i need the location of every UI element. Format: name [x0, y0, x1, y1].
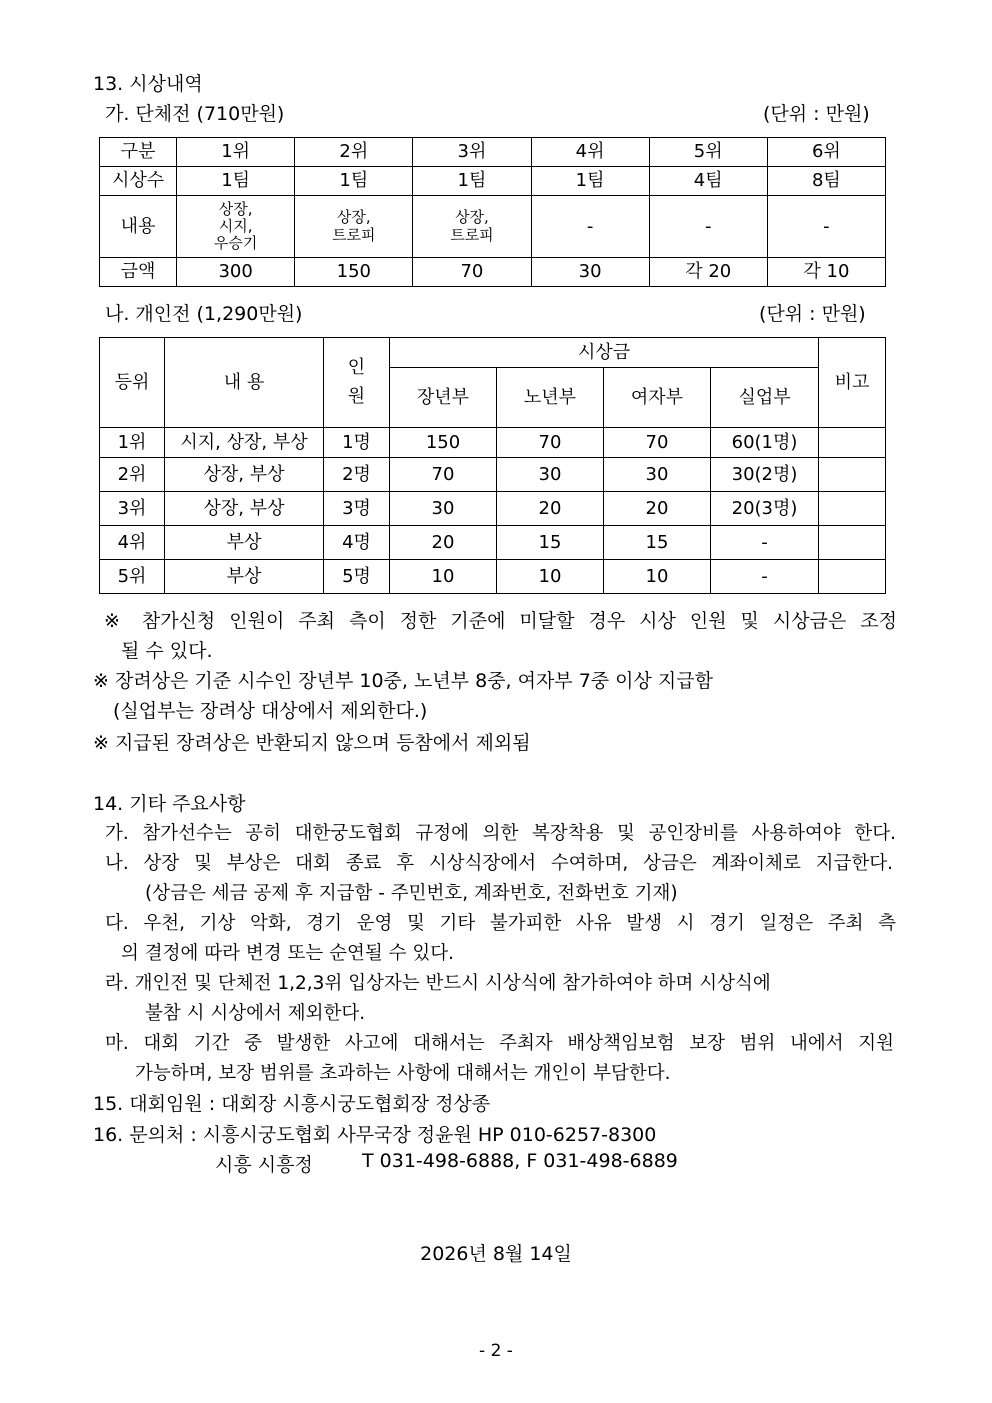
cell — [819, 560, 886, 594]
cell: 1팀 — [295, 167, 413, 196]
cell: 30 — [604, 458, 711, 492]
division-header: 실업부 — [711, 368, 819, 428]
table-row — [100, 526, 886, 560]
cell: 3위 — [100, 492, 165, 526]
cell: 150 — [390, 428, 497, 458]
cell: 150 — [295, 258, 413, 287]
table-row — [100, 258, 886, 287]
division-header: 여자부 — [604, 368, 711, 428]
note-line: ※ 지급된 장려상은 반환되지 않으며 등참에서 제외됨 — [93, 732, 531, 754]
cell: 금액 — [100, 258, 177, 287]
cell: 15 — [497, 526, 604, 560]
cell: 내용 — [100, 196, 177, 258]
note-line: ※ 장려상은 기준 시수인 장년부 10중, 노년부 8중, 여자부 7중 이상 지급함 — [93, 670, 713, 692]
sec15-officials: 15. 대회임원 : 대회장 시흥시궁도협회장 정상종 — [93, 1093, 491, 1115]
cell: 상장, 트로피 — [413, 196, 531, 258]
cell: 8팀 — [767, 167, 885, 196]
table-row — [100, 196, 886, 258]
note-line: ※ 참가신청 인원이 주최 측이 정한 기준에 미달할 경우 시상 인원 및 시상금은 조정 — [104, 610, 897, 632]
sec16-phone-fax: T 031-498-6888, F 031-498-6889 — [362, 1150, 678, 1172]
sec14-line: 가능하며, 보장 범위를 초과하는 사항에 대해서는 개인이 부담한다. — [135, 1063, 671, 1084]
sec14-line: 다. 우천, 기상 악화, 경기 운영 및 기타 불가피한 사유 발생 시 경기 일정은 주최 측 — [105, 913, 896, 934]
cell: 2위 — [295, 138, 413, 167]
cell: 부상 — [165, 560, 324, 594]
cell: - — [767, 196, 885, 258]
sec13-heading: 13. 시상내역 — [93, 73, 203, 95]
cell: 70 — [413, 258, 531, 287]
cell: 시지, 상장, 부상 — [165, 428, 324, 458]
cell: 5위 — [649, 138, 767, 167]
cell: 60(1명) — [711, 428, 819, 458]
table-row — [100, 492, 886, 526]
table-row — [100, 167, 886, 196]
team-title: 가. 단체전 (710만원) — [105, 103, 285, 125]
header-prize: 시상금 — [390, 338, 819, 368]
sec14-line: 불참 시 시상에서 제외한다. — [145, 1003, 366, 1024]
sec14-heading: 14. 기타 주요사항 — [93, 793, 246, 815]
cell: 상장, 시지, 우승기 — [177, 196, 295, 258]
page-number: - 2 - — [479, 1341, 513, 1361]
cell: 30 — [531, 258, 649, 287]
cell: 4명 — [324, 526, 390, 560]
sec14-line: 나. 상장 및 부상은 대회 종료 후 시상식장에서 수여하며, 상금은 계좌이체로 지급한다. — [105, 853, 893, 874]
cell: 상장, 트로피 — [295, 196, 413, 258]
document-date: 2026년 8월 14일 — [420, 1243, 572, 1265]
cell: 1명 — [324, 428, 390, 458]
note-line: (실업부는 장려상 대상에서 제외한다.) — [113, 700, 428, 722]
cell: 20(3명) — [711, 492, 819, 526]
cell: 4위 — [531, 138, 649, 167]
cell: 5위 — [100, 560, 165, 594]
cell: 70 — [390, 458, 497, 492]
cell: 70 — [604, 428, 711, 458]
cell: 2명 — [324, 458, 390, 492]
cell: 10 — [497, 560, 604, 594]
indiv-table-header — [100, 338, 886, 368]
cell: 20 — [604, 492, 711, 526]
team-table-header — [100, 138, 886, 167]
table-row — [100, 428, 886, 458]
cell: 부상 — [165, 526, 324, 560]
cell: 상장, 부상 — [165, 458, 324, 492]
cell: 1위 — [100, 428, 165, 458]
cell: 각 10 — [767, 258, 885, 287]
cell: 20 — [497, 492, 604, 526]
cell: 10 — [604, 560, 711, 594]
team-unit: (단위 : 만원) — [763, 103, 870, 125]
cell: 2위 — [100, 458, 165, 492]
note-line: 될 수 있다. — [121, 640, 213, 662]
cell: 4팀 — [649, 167, 767, 196]
cell: 1팀 — [413, 167, 531, 196]
cell: 5명 — [324, 560, 390, 594]
cell: - — [531, 196, 649, 258]
cell: 3명 — [324, 492, 390, 526]
indiv-unit: (단위 : 만원) — [759, 303, 866, 325]
division-header: 노년부 — [497, 368, 604, 428]
sec14-line: 의 결정에 따라 변경 또는 순연될 수 있다. — [121, 943, 454, 964]
cell: - — [711, 526, 819, 560]
individual-prize-table — [99, 337, 886, 594]
cell — [819, 458, 886, 492]
cell: - — [711, 560, 819, 594]
cell — [819, 492, 886, 526]
cell: 1위 — [177, 138, 295, 167]
sec14-line: 가. 참가선수는 공히 대한궁도협회 규정에 의한 복장착용 및 공인장비를 사용하여야 한다. — [105, 823, 896, 844]
cell: 30 — [390, 492, 497, 526]
sec14-line: 라. 개인전 및 단체전 1,2,3위 입상자는 반드시 시상식에 참가하여야 하며 시상식에 — [105, 973, 771, 994]
cell: - — [649, 196, 767, 258]
sec14-line: 마. 대회 기간 중 발생한 사고에 대해서는 주최자 배상책임보험 보장 범위 내에서 지원 — [105, 1033, 894, 1054]
cell: 각 20 — [649, 258, 767, 287]
cell: 30(2명) — [711, 458, 819, 492]
cell: 1팀 — [531, 167, 649, 196]
cell: 70 — [497, 428, 604, 458]
header-content: 내 용 — [165, 338, 324, 428]
cell: 상장, 부상 — [165, 492, 324, 526]
cell: 30 — [497, 458, 604, 492]
cell: 300 — [177, 258, 295, 287]
cell: 1팀 — [177, 167, 295, 196]
table-row — [100, 560, 886, 594]
cell: 시상수 — [100, 167, 177, 196]
cell: 20 — [390, 526, 497, 560]
division-header: 장년부 — [390, 368, 497, 428]
team-prize-table — [99, 137, 886, 287]
header-note: 비고 — [819, 338, 886, 428]
indiv-title: 나. 개인전 (1,290만원) — [105, 303, 303, 325]
sec16-contact: 16. 문의처 : 시흥시궁도협회 사무국장 정윤원 HP 010-6257-8300 — [93, 1124, 657, 1146]
sec14-line: (상금은 세금 공제 후 지급함 - 주민번호, 계좌번호, 전화번호 기재) — [145, 883, 678, 904]
cell — [819, 428, 886, 458]
cell: 구분 — [100, 138, 177, 167]
table-row — [100, 458, 886, 492]
cell — [819, 526, 886, 560]
cell: 6위 — [767, 138, 885, 167]
header-people: 인 원 — [324, 338, 390, 428]
cell: 3위 — [413, 138, 531, 167]
cell: 15 — [604, 526, 711, 560]
cell: 4위 — [100, 526, 165, 560]
header-rank: 등위 — [100, 338, 165, 428]
cell: 10 — [390, 560, 497, 594]
sec16-venue: 시흥 시흥정 — [215, 1154, 313, 1176]
